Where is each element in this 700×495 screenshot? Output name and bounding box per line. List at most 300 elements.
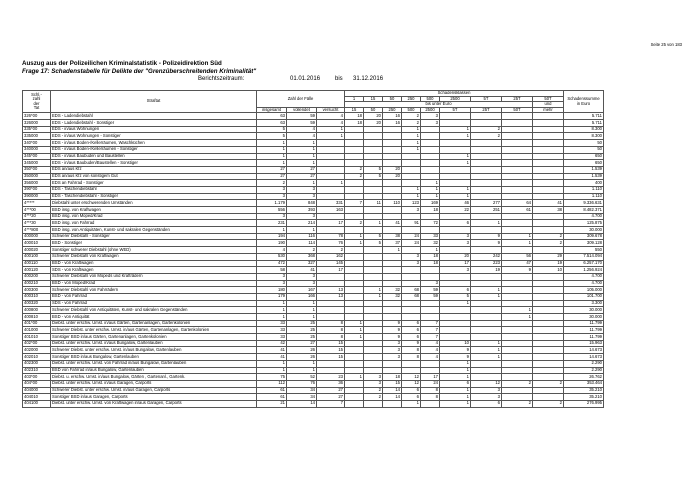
row-damage-class (345, 133, 364, 140)
row-total: 3 (257, 193, 287, 200)
row-damage-class (440, 180, 471, 187)
table-row (23, 327, 604, 334)
row-damage-class: 6 (440, 287, 471, 294)
row-completed: 167 (287, 287, 317, 294)
row-crime: BSD - Sonstiger (51, 240, 257, 247)
class-bottom: 15 (345, 107, 364, 113)
row-damage-class: 8 (402, 347, 421, 354)
row-crime: EDS - in/aus Baubuden und Baustellen (51, 153, 257, 160)
row-sum: 550 (564, 247, 604, 254)
class-top: 500 (421, 96, 440, 102)
row-attempted: 27 (317, 394, 345, 401)
row-damage-class (383, 133, 402, 140)
row-key: 400300 (23, 287, 51, 294)
row-sum: 4.700 (564, 280, 604, 287)
header-damage-classes: Schadensklassen (345, 91, 564, 97)
row-damage-class (421, 166, 440, 173)
row-sum: 50 (564, 140, 604, 147)
row-damage-class (421, 267, 440, 274)
table-row (23, 334, 604, 341)
row-damage-class: 3 (440, 233, 471, 240)
row-damage-class: 9 (471, 233, 502, 240)
class-top: 50T (533, 96, 564, 102)
row-damage-class: 12 (402, 374, 421, 381)
table-row (23, 253, 604, 260)
row-damage-class: 38 (383, 233, 402, 240)
header-key: Schl.- zahl der Tat (23, 91, 51, 113)
row-attempted (317, 273, 345, 280)
row-completed: 1 (287, 180, 317, 187)
row-damage-class (502, 160, 533, 167)
row-damage-class: 3 (402, 253, 421, 260)
header-attempted: versucht (317, 107, 345, 113)
row-total: 112 (257, 380, 287, 387)
row-damage-class: 2 (502, 400, 533, 407)
row-damage-class (364, 260, 383, 267)
row-attempted (317, 153, 345, 160)
row-key: 400200 (23, 273, 51, 280)
row-total: 3 (257, 213, 287, 220)
row-damage-class: 1 (402, 400, 421, 407)
row-damage-class (533, 140, 564, 147)
row-damage-class (440, 213, 471, 220)
row-damage-class (533, 293, 564, 300)
row-damage-class (502, 334, 533, 341)
row-damage-class: 1 (440, 300, 471, 307)
row-completed: 116 (287, 233, 317, 240)
row-damage-class (471, 186, 502, 193)
row-key: 356000 (23, 180, 51, 187)
row-damage-class: 3 (402, 207, 421, 214)
row-damage-class: 1 (440, 374, 471, 381)
row-total: 33 (257, 327, 287, 334)
row-damage-class: 47 (502, 260, 533, 267)
row-key: 404*00 (23, 380, 51, 387)
row-damage-class (471, 160, 502, 167)
row-damage-class: 1 (383, 247, 402, 254)
row-total: 61 (257, 394, 287, 401)
row-attempted: 36 (317, 380, 345, 387)
row-attempted: 1 (317, 126, 345, 133)
row-damage-class (345, 380, 364, 387)
row-damage-class (421, 360, 440, 367)
row-damage-class (471, 146, 502, 153)
row-attempted (317, 173, 345, 180)
row-damage-class (345, 387, 364, 394)
row-sum: 1.256.924 (564, 267, 604, 274)
class-bottom: 2500 (421, 107, 440, 113)
row-damage-class: 1 (440, 186, 471, 193)
row-damage-class (502, 387, 533, 394)
row-damage-class (421, 146, 440, 153)
table-row (23, 166, 604, 173)
row-sum: 1.110 (564, 186, 604, 193)
row-total: 42 (257, 340, 287, 347)
row-total: 1 (257, 227, 287, 234)
row-damage-class (383, 273, 402, 280)
row-damage-class (402, 267, 421, 274)
row-damage-class (345, 280, 364, 287)
row-completed: 1 (287, 300, 317, 307)
row-damage-class (502, 247, 533, 254)
row-damage-class (471, 193, 502, 200)
row-damage-class: 38 (533, 207, 564, 214)
row-damage-class: 32 (421, 240, 440, 247)
row-damage-class (440, 146, 471, 153)
row-damage-class (402, 213, 421, 220)
row-crime: Schwerer Diebstahl - Sonstiger (51, 233, 257, 240)
row-damage-class: 1 (440, 193, 471, 200)
row-key: 390000 (23, 193, 51, 200)
table-row (23, 126, 604, 133)
row-damage-class: 1 (440, 394, 471, 401)
row-damage-class (421, 213, 440, 220)
row-attempted: 163 (317, 207, 345, 214)
class-top: 25T (502, 96, 533, 102)
row-completed: 114 (287, 240, 317, 247)
row-damage-class (533, 287, 564, 294)
page-number: Seite 25 von 183 (650, 42, 682, 47)
row-total: 3 (257, 186, 287, 193)
header-completed: vollendet (287, 107, 317, 113)
row-completed: 27 (287, 166, 317, 173)
row-crime: EDS - in/aus Boden-/Kellerräumen - Sonstiger (51, 146, 257, 153)
table-row (23, 173, 604, 180)
row-damage-class: 24 (402, 233, 421, 240)
row-damage-class (471, 173, 502, 180)
row-damage-class: 2 (502, 380, 533, 387)
row-damage-class (383, 193, 402, 200)
row-damage-class (421, 300, 440, 307)
row-attempted: 17 (317, 220, 345, 227)
row-crime: Schwerer Diebstahl von Antiquitäten, Kunst- und sakralen Gegenständen (51, 307, 257, 314)
row-damage-class: 29 (533, 253, 564, 260)
table-row (23, 374, 604, 381)
row-crime: Diebst. unter erschw. Umst. in/aus Gärten, Gartenanlagen, Gartenkolonien (51, 320, 257, 327)
row-damage-class (533, 314, 564, 321)
row-damage-class: 9 (402, 340, 421, 347)
row-key: 4***800 (23, 227, 51, 234)
row-key: 401010 (23, 334, 51, 341)
row-damage-class: 7 (421, 327, 440, 334)
row-damage-class (471, 307, 502, 314)
row-sum: 30.000 (564, 307, 604, 314)
row-damage-class (533, 220, 564, 227)
row-damage-class (402, 367, 421, 374)
row-damage-class (383, 160, 402, 167)
row-damage-class (402, 153, 421, 160)
row-damage-class (364, 320, 383, 327)
table-row (23, 293, 604, 300)
row-damage-class (345, 340, 364, 347)
reporting-period (0, 76, 700, 84)
row-damage-class: 24 (421, 380, 440, 387)
damage-table (22, 90, 604, 408)
class-top: 1 (345, 96, 364, 102)
row-damage-class (364, 273, 383, 280)
row-damage-class (533, 227, 564, 234)
row-damage-class (533, 213, 564, 220)
row-damage-class (345, 273, 364, 280)
row-key: 400010 (23, 240, 51, 247)
row-damage-class (402, 314, 421, 321)
row-damage-class: 12 (402, 380, 421, 387)
row-damage-class (402, 307, 421, 314)
row-damage-class: 1 (471, 340, 502, 347)
class-bottom: 50T (502, 107, 533, 113)
table-row (23, 387, 604, 394)
table-row (23, 307, 604, 314)
row-damage-class (421, 160, 440, 167)
row-damage-class: 6 (402, 394, 421, 401)
row-damage-class (364, 193, 383, 200)
row-damage-class: 1 (502, 233, 533, 240)
row-attempted (317, 307, 345, 314)
row-damage-class (440, 334, 471, 341)
row-damage-class (345, 300, 364, 307)
row-damage-class: 56 (502, 253, 533, 260)
row-damage-class: 20 (383, 173, 402, 180)
table-row (23, 260, 604, 267)
row-damage-class: 1 (364, 293, 383, 300)
row-completed: 1 (287, 153, 317, 160)
row-damage-class (471, 334, 502, 341)
row-damage-class (364, 126, 383, 133)
row-damage-class: 59 (421, 293, 440, 300)
row-completed: 4 (287, 126, 317, 133)
row-total: 1 (257, 307, 287, 314)
row-sum: 35.210 (564, 394, 604, 401)
row-key: 402*00 (23, 340, 51, 347)
row-total: 41 (257, 347, 287, 354)
row-damage-class: 1 (421, 247, 440, 254)
row-damage-class (471, 227, 502, 234)
row-crime: BSD - von Moped/Krad (51, 280, 257, 287)
row-damage-class (502, 374, 533, 381)
row-damage-class (440, 166, 471, 173)
row-damage-class (440, 307, 471, 314)
row-crime: Diebst. unter erschw. Umst. in/aus Bungalow, Gartenlauben (51, 340, 257, 347)
class-top: 15 (364, 96, 383, 102)
row-key: 400310 (23, 293, 51, 300)
row-crime: Sonstiger schwerer Diebstahl (ohne WED) (51, 247, 257, 254)
row-attempted (317, 213, 345, 220)
row-damage-class (421, 307, 440, 314)
row-damage-class: 18 (345, 113, 364, 120)
row-key: 350000 (23, 173, 51, 180)
row-sum: 4.700 (564, 213, 604, 220)
row-damage-class (421, 173, 440, 180)
row-damage-class (471, 166, 502, 173)
row-damage-class (471, 213, 502, 220)
row-damage-class (533, 160, 564, 167)
row-key: 400120 (23, 267, 51, 274)
row-damage-class: 10 (533, 267, 564, 274)
row-crime: BSD - von Antiquität (51, 314, 257, 321)
row-damage-class (533, 113, 564, 120)
row-crime: Sonstiger BSD in/aus Bungalow, Gartenlauben (51, 354, 257, 361)
row-crime: Diebst. unter erschw. Umst. von Fahrrad in/aus Bungalow, Gartenlauben (51, 360, 257, 367)
row-damage-class (440, 327, 471, 334)
row-damage-class: 20 (364, 113, 383, 120)
row-damage-class (383, 126, 402, 133)
row-crime: EDS an/aus Kfz von sonstigem Gut (51, 173, 257, 180)
row-damage-class (364, 360, 383, 367)
row-damage-class: 8 (421, 387, 440, 394)
row-sum: 105.000 (564, 287, 604, 294)
row-damage-class (345, 394, 364, 401)
row-damage-class: 59 (421, 287, 440, 294)
row-damage-class (471, 327, 502, 334)
row-key: 400320 (23, 300, 51, 307)
row-damage-class (364, 146, 383, 153)
row-damage-class: 2 (471, 133, 502, 140)
row-damage-class: 16 (383, 113, 402, 120)
row-total: 3 (257, 273, 287, 280)
row-damage-class (471, 280, 502, 287)
row-damage-class (421, 367, 440, 374)
row-damage-class: 4 (421, 347, 440, 354)
row-completed: 1 (287, 146, 317, 153)
row-key: 402300 (23, 360, 51, 367)
row-attempted: 8 (317, 320, 345, 327)
row-total: 1 (257, 300, 287, 307)
row-damage-class (383, 227, 402, 234)
row-sum: 30.000 (564, 227, 604, 234)
row-damage-class: 68 (402, 287, 421, 294)
row-damage-class (364, 186, 383, 193)
class-top: 5T (471, 96, 502, 102)
row-damage-class: 17 (440, 260, 471, 267)
row-attempted: 15 (317, 347, 345, 354)
row-damage-class (364, 160, 383, 167)
row-damage-class (440, 273, 471, 280)
row-damage-class: 7 (421, 320, 440, 327)
row-damage-class (533, 394, 564, 401)
row-damage-class: 1 (440, 367, 471, 374)
row-damage-class: 72 (421, 220, 440, 227)
row-key: 401*00 (23, 320, 51, 327)
row-key: 390*00 (23, 186, 51, 193)
row-damage-class: 3 (421, 280, 440, 287)
row-attempted (317, 300, 345, 307)
row-damage-class (502, 327, 533, 334)
row-damage-class: 3 (383, 354, 402, 361)
row-damage-class (440, 320, 471, 327)
period-to-label: bis (335, 76, 343, 82)
report-subtitle: Frage 17: Schadenstabelle für Delikte der "Grenzüberschreitenden Kriminalität" (22, 68, 257, 75)
row-sum: 15.963 (564, 340, 604, 347)
row-damage-class: 6 (440, 220, 471, 227)
row-key: 404010 (23, 394, 51, 401)
row-sum: 276.995 (564, 400, 604, 407)
row-key: 326*00 (23, 113, 51, 120)
row-completed: 26 (287, 354, 317, 361)
row-damage-class: 1 (402, 193, 421, 200)
row-damage-class (533, 360, 564, 367)
row-damage-class: 110 (383, 200, 402, 207)
row-damage-class: 20 (383, 166, 402, 173)
row-damage-class: 1 (440, 360, 471, 367)
row-damage-class: 1 (502, 240, 533, 247)
row-completed: 59 (287, 120, 317, 127)
row-damage-class: 7 (421, 334, 440, 341)
row-completed: 3 (287, 186, 317, 193)
row-damage-class (364, 140, 383, 147)
row-damage-class: 1 (440, 126, 471, 133)
row-damage-class: 1 (471, 293, 502, 300)
table-row (23, 207, 604, 214)
row-damage-class: 9 (502, 267, 533, 274)
row-damage-class (364, 227, 383, 234)
row-completed: 2 (287, 247, 317, 254)
row-damage-class (421, 400, 440, 407)
row-crime: Sonstiger BSD in/aus Gärten, Gartenanlagen, Gartenkolonien (51, 334, 257, 341)
row-crime: Schwerer Diebst. unter erschw. Umst. in/aus Gärten, Gartenanlagen, Gartenkolonien (51, 327, 257, 334)
row-damage-class (383, 213, 402, 220)
table-row (23, 394, 604, 401)
row-completed: 59 (287, 113, 317, 120)
row-attempted (317, 360, 345, 367)
row-damage-class: 1 (402, 126, 421, 133)
row-damage-class (402, 247, 421, 254)
row-completed: 34 (287, 387, 317, 394)
row-damage-class (345, 307, 364, 314)
row-damage-class (533, 334, 564, 341)
row-key: 340000 (23, 146, 51, 153)
row-attempted: 1 (317, 180, 345, 187)
row-damage-class (471, 300, 502, 307)
class-bottom: 50 (364, 107, 383, 113)
row-damage-class (502, 347, 533, 354)
row-damage-class (502, 287, 533, 294)
row-key: 4***20 (23, 213, 51, 220)
row-key: 401000 (23, 327, 51, 334)
row-completed: 166 (287, 293, 317, 300)
row-damage-class (364, 367, 383, 374)
row-damage-class (502, 193, 533, 200)
table-row (23, 113, 604, 120)
header-crime: Straftat (51, 91, 257, 113)
row-damage-class (383, 146, 402, 153)
table-body (23, 113, 604, 407)
row-damage-class (345, 153, 364, 160)
row-damage-class: 41 (533, 200, 564, 207)
row-damage-class (364, 340, 383, 347)
row-completed: 368 (287, 253, 317, 260)
row-damage-class (421, 273, 440, 280)
row-sum: 8.482.371 (564, 207, 604, 214)
row-damage-class (533, 374, 564, 381)
row-total: 1.179 (257, 200, 287, 207)
row-completed: 41 (287, 267, 317, 274)
row-damage-class: 1 (364, 287, 383, 294)
row-crime: EDS an Fahrrad - Sonstiger (51, 180, 257, 187)
row-damage-class (533, 247, 564, 254)
row-completed: 848 (287, 200, 317, 207)
row-damage-class (471, 140, 502, 147)
row-completed: 1 (287, 140, 317, 147)
row-damage-class (383, 360, 402, 367)
row-crime: EDS - Taschendiebstahl (51, 186, 257, 193)
row-damage-class: 2 (402, 120, 421, 127)
row-damage-class (502, 173, 533, 180)
row-crime: BSD - von Kraftwagen (51, 260, 257, 267)
row-damage-class: 18 (421, 253, 440, 260)
row-sum: 2.290 (564, 367, 604, 374)
row-completed: 25 (287, 334, 317, 341)
row-damage-class: 8 (402, 354, 421, 361)
